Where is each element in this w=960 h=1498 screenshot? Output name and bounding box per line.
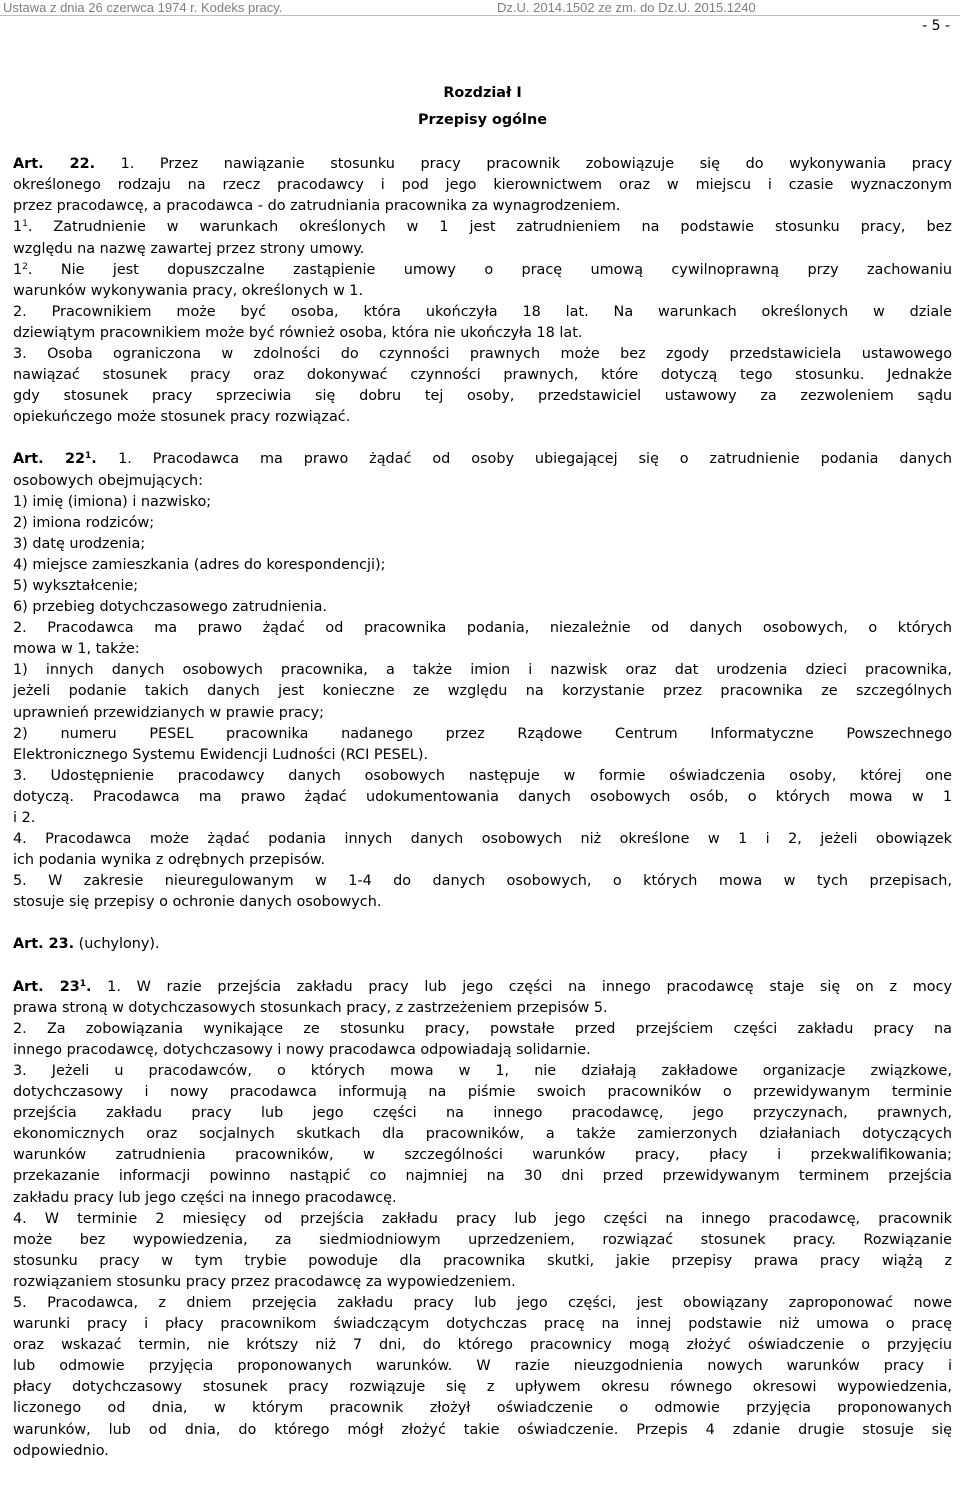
- art231-par5-line8: odpowiednio.: [13, 1442, 109, 1459]
- art22-par1-line3: przez pracodawcę, a pracodawca - do zatrudniania pracownika za wynagrodzeniem.: [13, 198, 621, 215]
- article-23: [13, 934, 952, 955]
- running-header: [0, 0, 960, 34]
- art221-par5-line2: stosuje się przepisy o ochronie danych osobowych.: [13, 894, 382, 911]
- chapter-subtitle: Przepisy ogólne: [418, 112, 547, 129]
- art231-par3-line2: dotychczasowy i nowy pracodawca informują na piśmie swoich pracowników o przewidywanym terminie: [13, 1084, 952, 1101]
- page-number: - 5 -: [922, 18, 950, 34]
- art22-par2-line1: 2. Pracownikiem może być osoba, która ukończyła 18 lat. Na warunkach określonych w dziale: [13, 303, 952, 320]
- art221-par2-item1-line1: 1) innych danych osobowych pracownika, a także imion i nazwisk oraz dat urodzenia dzieci pracownika,: [13, 662, 952, 679]
- list-item: 5) wykształcenie;: [13, 577, 139, 594]
- art22-par3-line3: gdy stosunek pracy sprzeciwia się dobru tej osoby, przedstawiciel ustawowy za zezwoleniem sądu: [13, 388, 952, 405]
- art22-par3-line2: nawiązać stosunek pracy oraz dokonywać czynności prawnych, które dotyczą tego stosunku. Jednakże: [13, 367, 952, 384]
- art231-par5-line1: 5. Pracodawca, z dniem przejęcia zakładu pracy lub jego części, jest obowiązany zaproponować nowe: [13, 1294, 952, 1311]
- article-label: Art. 22.: [13, 156, 96, 173]
- list-item: 4) miejsce zamieszkania (adres do korespondencji);: [13, 556, 386, 573]
- art22-par12-line2: warunków wykonywania pracy, określonych w 1.: [13, 282, 364, 299]
- art231-par5-line5: płacy dotychczasowy stosunek pracy rozwiązuje się z upływem okresu równego okresowi wypowiedzenia,: [13, 1379, 952, 1396]
- art221-par2-item1-line3: uprawnień przewidzianych w prawie pracy;: [13, 704, 324, 721]
- art231-par5-line7: warunków, lub od dnia, do którego mógł złożyć takie oświadczenie. Przepis 4 zdanie drugie stosuje się: [13, 1421, 952, 1438]
- art231-par5-line2: warunki pracy i płacy pracownikom świadczącym dotychczas pracę na innej podstawie niż umowa o pracę: [13, 1316, 952, 1333]
- art231-par4-line4: rozwiązaniem stosunku pracy przez pracodawcę za wypowiedzeniem.: [13, 1273, 516, 1290]
- list-item: 1) imię (imiona) i nazwisko;: [13, 493, 212, 510]
- art22-par1-line2: określonego rodzaju na rzecz pracodawcy i pod jego kierownictwem oraz w miejscu i czasie wyznaczonym: [13, 177, 952, 194]
- art231-par4-line3: stosunku pracy w tym trybie powoduje dla pracownika skutki, jakie przepisy prawa pracy wiążą z: [13, 1252, 952, 1269]
- art23-line: Art. 23. (uchylony).: [13, 936, 160, 953]
- art231-par2-line2: innego pracodawcę, dotychczasowy i nowy pracodawca odpowiadają solidarnie.: [13, 1041, 591, 1058]
- article-label: Art. 23.: [13, 936, 75, 953]
- art22-par12-line1: $1^2$. Nie jest dopuszczalne zastąpienie umowy o pracę umową cywilnoprawną przy zachowaniu: [13, 261, 952, 278]
- article-22: [13, 154, 952, 428]
- art22-par3-line4: opiekuńczego może stosunek pracy rozwiązać.: [13, 409, 351, 426]
- art221-par2-item2-line2: Elektronicznego Systemu Ewidencji Ludności (RCI PESEL).: [13, 746, 429, 763]
- art231-par3-line6: przekazanie informacji powinno nastąpić co najmniej na 30 dni przed przewidywanym terminem przejścia: [13, 1168, 952, 1185]
- art231-par1-line2: prawa stroną w dotychczasowych stosunkach pracy, z zastrzeżeniem przepisów 5.: [13, 999, 608, 1016]
- art231-par4-line1: 4. W terminie 2 miesięcy od przejścia zakładu pracy lub jego części na innego pracodawcę, pracownik: [13, 1210, 952, 1227]
- art221-par1-line2: osobowych obejmujących:: [13, 472, 203, 489]
- art231-par3-line1: 3. Jeżeli u pracodawców, o których mowa w 1, nie działają zakładowe organizacje związkowe,: [13, 1062, 952, 1079]
- art231-par5-line4: lub odmowie przyjęcia proponowanych warunków. W razie nieuzgodnienia nowych warunków pracy i: [13, 1358, 952, 1375]
- art231-par5-line3: oraz wskazać termin, nie krótszy niż 7 dni, do którego pracownicy mogą złożyć oświadczenie o przyjęciu: [13, 1337, 952, 1354]
- art22-par2-line2: dziewiątym pracownikiem może być również osoba, która nie ukończyła 18 lat.: [13, 324, 583, 341]
- art221-par3-line1: 3. Udostępnienie pracodawcy danych osobowych następuje w formie oświadczenia osoby, której one: [13, 767, 952, 784]
- art231-par3-line7: zakładu pracy lub jego części na innego pracodawcę.: [13, 1189, 397, 1206]
- art221-par4-line2: ich podania wynika z odrębnych przepisów.: [13, 852, 326, 869]
- list-item: 2) imiona rodziców;: [13, 514, 155, 531]
- article-label: Art. $22^1$.: [13, 451, 119, 468]
- art22-par3-line1: 3. Osoba ograniczona w zdolności do czynności prawnych może bez zgody przedstawiciela ustawowego: [13, 346, 952, 363]
- header-divider: [0, 15, 960, 16]
- art221-par3-line3: i 2.: [13, 810, 36, 826]
- header-journal-ref: Dz.U. 2014.1502 ze zm. do Dz.U. 2015.1240: [497, 0, 756, 15]
- art221-par2-line2: mowa w 1, także:: [13, 641, 140, 658]
- document-body: [13, 83, 952, 1462]
- art231-par4-line2: może bez wypowiedzenia, za siedmiodniowym uprzedzeniem, rozwiązać stosunek pracy. Rozwiązanie: [13, 1231, 952, 1248]
- chapter-title: Rozdział I: [443, 85, 522, 101]
- art231-par1-line1: Art. $23^1$. 1. W razie przejścia zakładu pracy lub jego części na innego pracodawcę staje się on z mocy: [13, 978, 952, 995]
- art221-par3-line2: dotyczą. Pracodawca ma prawo żądać udokumentowania danych osobowych osób, o których mowa w 1: [13, 788, 952, 805]
- art221-par2-line1: 2. Pracodawca ma prawo żądać od pracownika podania, niezależnie od danych osobowych, o których: [13, 620, 952, 637]
- article-22-1: [13, 449, 952, 913]
- art22-par1-line1: Art. 22. 1. Przez nawiązanie stosunku pracy pracownik zobowiązuje się do wykonywania pracy: [13, 156, 952, 173]
- list-item: 6) przebieg dotychczasowego zatrudnienia.: [13, 599, 328, 616]
- header-act-title: Ustawa z dnia 26 czerwca 1974 r. Kodeks pracy.: [3, 0, 283, 15]
- art22-par11-line2: względu na nazwę zawartej przez strony umowy.: [13, 240, 365, 257]
- art221-par4-line1: 4. Pracodawca może żądać podania innych danych osobowych niż określone w 1 i 2, jeżeli obowiązek: [13, 831, 952, 848]
- art231-par3-line5: warunków zatrudnienia pracowników, w szczególności warunków pracy, płacy i przekwalifikowania;: [13, 1147, 952, 1164]
- art221-par2-item2-line1: 2) numeru PESEL pracownika nadanego przez Rządowe Centrum Informatyczne Powszechnego: [13, 725, 952, 742]
- art221-par1-line1: Art. $22^1$. 1. Pracodawca ma prawo żądać od osoby ubiegającej się o zatrudnienie podania danych: [13, 451, 952, 468]
- list-item: 3) datę urodzenia;: [13, 535, 146, 552]
- art221-par5-line1: 5. W zakresie nieuregulowanym w 1-4 do danych osobowych, o których mowa w tych przepisach,: [13, 873, 952, 890]
- art231-par3-line4: ekonomicznych oraz socjalnych skutkach dla pracowników, a także zamierzonych działaniach dotyczących: [13, 1126, 952, 1143]
- article-label: Art. $23^1$.: [13, 978, 92, 995]
- art221-par2-item1-line2: jeżeli podanie takich danych jest konieczne ze względu na korzystanie przez pracownika ze szczególnych: [13, 683, 952, 700]
- art22-par11-line1: $1^1$. Zatrudnienie w warunkach określonych w 1 jest zatrudnieniem na podstawie stosunku pracy, bez: [13, 219, 952, 236]
- art231-par2-line1: 2. Za zobowiązania wynikające ze stosunku pracy, powstałe przed przejściem części zakładu pracy na: [13, 1020, 952, 1037]
- art231-par5-line6: liczonego od dnia, w którym pracownik złożył oświadczenie o odmowie przyjęcia proponowanych: [13, 1400, 952, 1417]
- art231-par3-line3: przejścia zakładu pracy lub jego części na innego pracodawcę, jego przyczynach, prawnych,: [13, 1105, 952, 1122]
- article-23-1: [13, 977, 952, 1462]
